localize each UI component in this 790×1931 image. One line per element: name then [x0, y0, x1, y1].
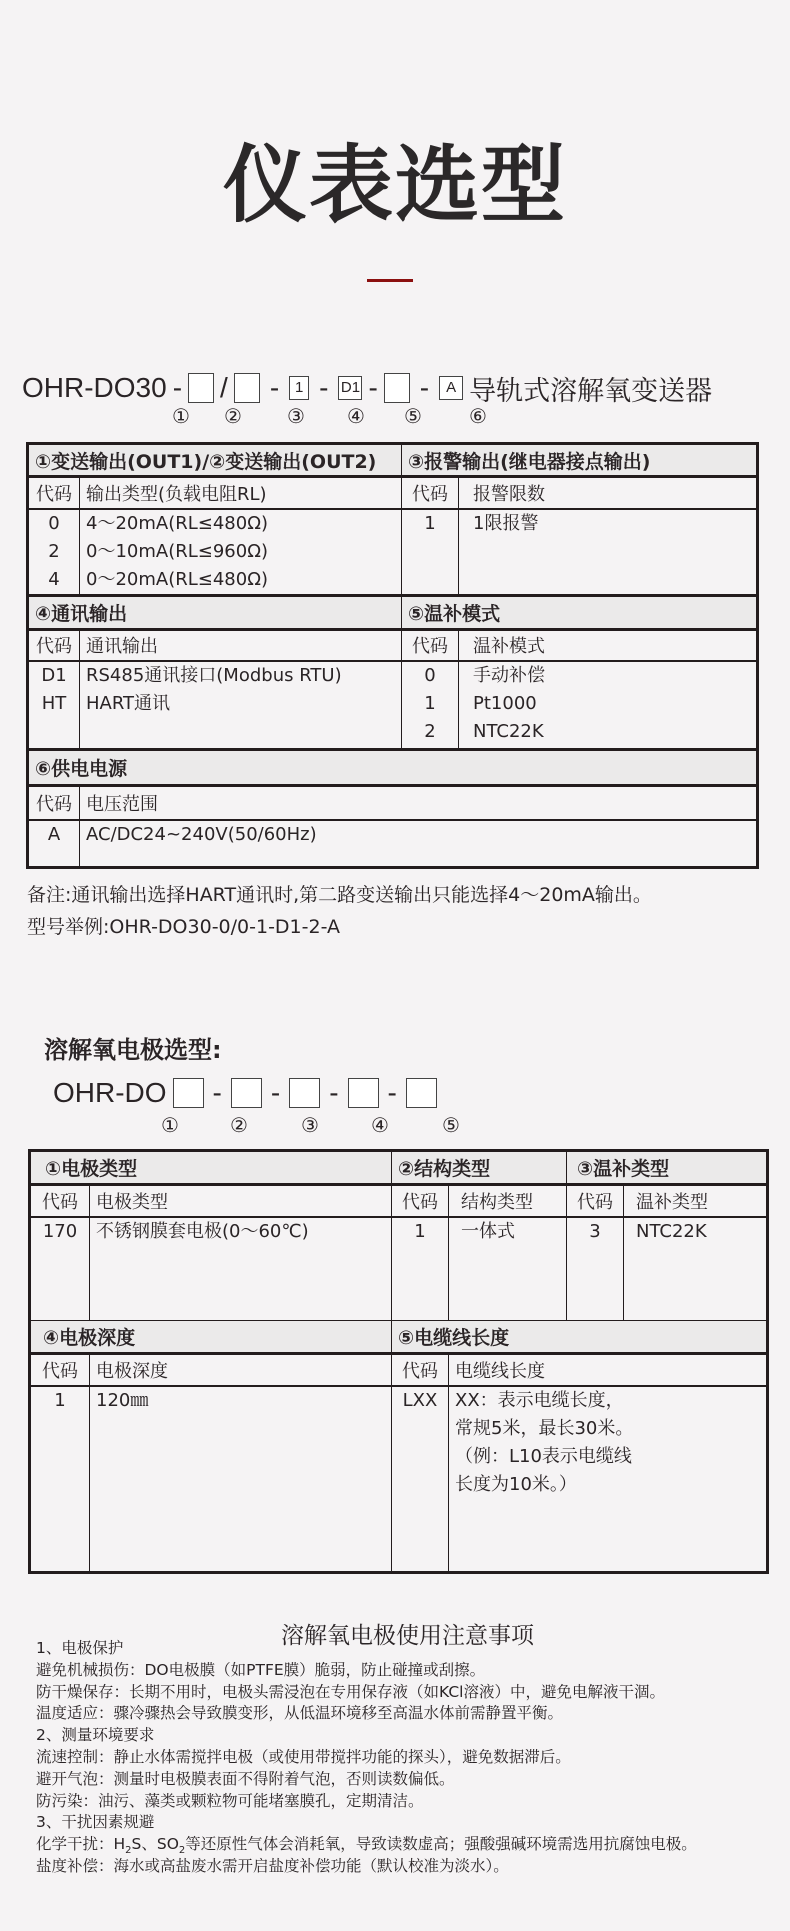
text: AC/DC24~240V(50/60Hz)	[86, 824, 317, 845]
table-row	[28, 595, 758, 629]
text	[28, 444, 758, 868]
text: LXX	[402, 1389, 438, 1411]
table-cell	[624, 1217, 768, 1321]
text: Pt1000	[473, 693, 537, 714]
table-cell	[449, 1386, 768, 1573]
text: ⑤	[404, 404, 422, 428]
text: 一体式	[461, 1220, 515, 1242]
table-cell: 代码	[567, 1185, 624, 1217]
text: 手动补偿	[473, 665, 545, 686]
text: HART通讯	[86, 693, 171, 714]
text: 2	[424, 721, 436, 742]
text: 4	[48, 568, 60, 590]
text: 盐度补偿：海水或高盐废水需开启盐度补偿功能（默认校准为淡水）。	[36, 1856, 509, 1875]
table-cell	[567, 1217, 624, 1321]
transmitter-slot-numbers	[0, 404, 790, 430]
table-cell	[459, 661, 758, 749]
text: 不锈钢膜套电极(0～60℃)	[96, 1220, 309, 1242]
text: S、SO	[131, 1835, 179, 1854]
section-power-title: ⑥供电电源	[28, 749, 758, 785]
slot-4: D1	[338, 376, 362, 400]
section-tempcomp-title: ⑤温补模式	[402, 595, 758, 629]
text: 0～20mA(RL≤480Ω)	[86, 568, 268, 590]
table-cell	[28, 509, 80, 596]
slot-4	[348, 1078, 379, 1108]
text: -	[319, 372, 329, 403]
text: 等还原性气体会消耗氧，导致读数虚高；强酸强碱环境需选用抗腐蚀电极。	[185, 1835, 697, 1854]
text: 避开气泡：测量时电极膜表面不得附着气泡，否则读数偏低。	[36, 1769, 455, 1788]
section-alarm-title: ③报警输出(继电器接点输出)	[402, 444, 758, 477]
table-row	[30, 1217, 768, 1321]
text: ④	[371, 1113, 389, 1137]
model-example: 型号举例:OHR-DO30-0/0-1-D1-2-A	[27, 916, 341, 938]
text: 避免机械损伤：DO电极膜（如PTFE膜）脆弱，防止碰撞或刮擦。	[36, 1660, 486, 1679]
text: 1限报警	[473, 512, 539, 534]
table-cell	[28, 661, 80, 749]
chem-interference-line	[36, 1834, 697, 1856]
table-row	[28, 509, 758, 596]
text: NTC22K	[473, 721, 544, 742]
page-title: 仪表选型	[222, 136, 567, 234]
table-cell: 代码	[392, 1354, 449, 1386]
table-cell: ①电极类型	[30, 1151, 392, 1185]
table-cell	[90, 1386, 392, 1573]
table-row	[30, 1151, 768, 1185]
text: 2、测量环境要求	[36, 1726, 155, 1745]
slot-5	[406, 1078, 437, 1108]
table-cell: 通讯输出	[80, 629, 402, 661]
section-output-title: ①变送输出(OUT1)/②变送输出(OUT2)	[28, 444, 402, 477]
text: 1	[424, 512, 436, 534]
table-cell: 代码	[28, 785, 80, 820]
text: 长度为10米。）	[455, 1473, 577, 1495]
table-cell: 代码	[392, 1185, 449, 1217]
text: HT	[41, 693, 67, 714]
text: 常规5米，最长30米。	[455, 1417, 634, 1439]
text: NTC22K	[636, 1220, 707, 1242]
text: ③	[301, 1113, 319, 1137]
text: ③	[287, 404, 305, 428]
table-row	[30, 1185, 768, 1217]
table-cell: 结构类型	[449, 1185, 567, 1217]
slot-3	[289, 1078, 320, 1108]
table-row	[28, 661, 758, 749]
text: 防污染：油污、藻类或颗粒物可能堵塞膜孔，定期清洁。	[36, 1791, 424, 1810]
text: ④	[347, 404, 365, 428]
table-row	[28, 749, 758, 785]
table-row	[30, 1354, 768, 1386]
table-cell	[80, 820, 758, 867]
text: -	[387, 1077, 397, 1108]
table-cell: 温补类型	[624, 1185, 768, 1217]
text: ②	[224, 404, 242, 428]
table-cell: 代码	[402, 629, 459, 661]
slot-2	[231, 1078, 262, 1108]
table-cell	[30, 1386, 90, 1573]
table-cell	[80, 661, 402, 749]
section-comm-title: ④通讯输出	[28, 595, 402, 629]
col-header-code: 代码	[28, 477, 80, 509]
table-cell	[459, 509, 758, 596]
text	[30, 1151, 768, 1573]
text: 3、干扰因素规避	[36, 1813, 155, 1832]
text: 0～10mA(RL≤960Ω)	[86, 540, 268, 562]
text: 1、电极保护	[36, 1639, 124, 1657]
slot-5	[384, 373, 410, 403]
electrode-heading: 溶解氧电极选型:	[44, 1036, 222, 1064]
table-cell: 代码	[30, 1185, 90, 1217]
transmitter-selection-table	[26, 442, 759, 869]
table-row	[28, 785, 758, 820]
text: ①	[161, 1113, 179, 1137]
table-cell	[80, 509, 402, 596]
table-row	[28, 820, 758, 867]
table-cell: ③温补类型	[567, 1151, 768, 1185]
table-cell: 代码	[28, 629, 80, 661]
text: OHR-DO	[53, 1077, 167, 1108]
text: 温度适应：骤冷骤热会导致膜变形，从低温环境移至高温水体前需静置平衡。	[36, 1704, 564, 1723]
precautions-title: 溶解氧电极使用注意事项	[281, 1623, 534, 1649]
table-cell	[402, 509, 459, 596]
table-row	[30, 1386, 768, 1573]
text: 2	[48, 540, 60, 562]
transmitter-model-code	[22, 372, 713, 407]
text: -	[329, 1077, 339, 1108]
text: 化学干扰：H	[36, 1835, 126, 1854]
text: 2	[125, 1845, 132, 1857]
text: D1	[41, 665, 67, 686]
text: -	[368, 372, 378, 403]
table-cell: 电极深度	[90, 1354, 392, 1386]
text: （例：L10表示电缆线	[455, 1445, 632, 1467]
electrode-model-code	[53, 1077, 437, 1109]
table-cell: ②结构类型	[392, 1151, 567, 1185]
text: -	[212, 1077, 222, 1108]
text: 防干燥保存：长期不用时，电极头需浸泡在专用保存液（如KCl溶液）中，避免电解液干涸。	[36, 1682, 665, 1701]
table-cell	[402, 661, 459, 749]
text: A	[47, 824, 61, 845]
table-cell: 电缆线长度	[449, 1354, 768, 1386]
text: -	[270, 1077, 281, 1108]
col-header-alarm-limits: 报警限数	[459, 477, 758, 509]
text: ②	[230, 1113, 248, 1137]
text: 1	[424, 693, 436, 714]
text: ①	[172, 404, 190, 428]
table-cell: ⑤电缆线长度	[392, 1321, 768, 1354]
table-cell: ④电极深度	[30, 1321, 392, 1354]
table-row	[28, 629, 758, 661]
text: 0	[424, 665, 436, 686]
electrode-selection-table	[28, 1149, 769, 1574]
text: ⑤	[442, 1113, 460, 1137]
table-cell	[392, 1217, 449, 1321]
table-cell	[392, 1386, 449, 1573]
slot-1	[188, 373, 214, 403]
text: 1	[414, 1220, 426, 1242]
text: /	[220, 372, 228, 403]
table-cell: 温补模式	[459, 629, 758, 661]
table-cell	[449, 1217, 567, 1321]
table-row	[28, 477, 758, 509]
text: XX：表示电缆长度，	[455, 1389, 624, 1411]
table-cell: 代码	[30, 1354, 90, 1386]
slot-2	[234, 373, 260, 403]
model-prefix: OHR-DO30	[22, 372, 167, 403]
slot-6: A	[439, 376, 463, 400]
col-header-output-type: 输出类型(负载电阻RL)	[80, 477, 402, 509]
text: 120㎜	[96, 1389, 149, 1411]
text: 0	[48, 512, 60, 534]
table-cell	[28, 820, 80, 867]
text: 流速控制：静止水体需搅拌电极（或使用带搅拌功能的探头），避免数据滞后。	[36, 1747, 571, 1766]
text: 2	[178, 1845, 186, 1857]
text: ⑥	[469, 404, 487, 428]
text: -	[172, 372, 183, 403]
title-divider	[367, 279, 413, 282]
electrode-slot-numbers	[0, 1113, 790, 1141]
table-cell	[30, 1217, 90, 1321]
slot-1	[173, 1078, 204, 1108]
col-header-code: 代码	[402, 477, 459, 509]
text: 3	[589, 1220, 601, 1242]
text: 4～20mA(RL≤480Ω)	[86, 512, 268, 534]
table-cell: 电压范围	[80, 785, 758, 820]
table-cell: 电极类型	[90, 1185, 392, 1217]
table-row	[28, 444, 758, 477]
note-text: 备注:通讯输出选择HART通讯时,第二路变送输出只能选择4～20mA输出。	[27, 884, 652, 906]
text: -	[419, 372, 430, 403]
text: RS485通讯接口(Modbus RTU)	[86, 665, 342, 686]
table-row	[30, 1321, 768, 1354]
text: 170	[42, 1220, 78, 1242]
table-cell	[90, 1217, 392, 1321]
product-name: 导轨式溶解氧变送器	[469, 375, 713, 407]
text: -	[269, 372, 280, 403]
precautions-list	[36, 1638, 697, 1878]
text: 1	[54, 1389, 66, 1411]
slot-3: 1	[289, 376, 309, 400]
